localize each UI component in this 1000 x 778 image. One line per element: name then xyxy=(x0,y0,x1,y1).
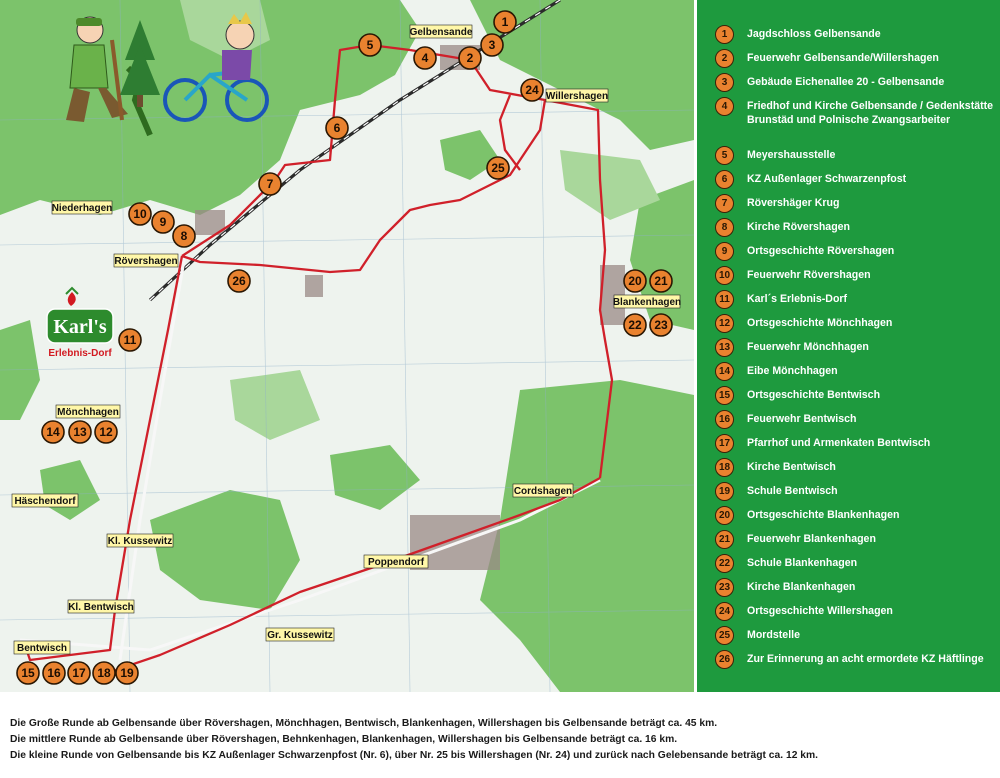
legend-marker-number: 16 xyxy=(715,410,734,429)
legend-item-label: Ortsgeschichte Willershagen xyxy=(747,605,893,617)
legend-item-label: KZ Außenlager Schwarzenpfost xyxy=(747,173,907,185)
label-bentwisch xyxy=(14,641,70,654)
map-marker-8 xyxy=(173,225,195,247)
svg-text:Bentwisch: Bentwisch xyxy=(16,643,68,654)
legend-item-label: Feuerwehr Rövershagen xyxy=(747,269,871,281)
legend-marker-number: 17 xyxy=(715,434,734,453)
legend-item-label: Jagdschloss Gelbensande xyxy=(747,28,881,40)
legend-item-16 xyxy=(715,410,995,429)
legend-item-label: Feuerwehr Gelbensande/Willershagen xyxy=(747,52,939,64)
legend-item-1 xyxy=(715,25,995,44)
legend-marker-number: 8 xyxy=(715,218,734,237)
legend-item-label: Kirche Blankenhagen xyxy=(747,581,856,593)
legend-item-8 xyxy=(715,218,995,237)
svg-text:11: 11 xyxy=(123,333,137,347)
svg-text:Poppendorf: Poppendorf xyxy=(367,557,425,568)
label-poppendorf xyxy=(364,555,428,568)
svg-text:Blankenhagen: Blankenhagen xyxy=(612,297,682,308)
legend-marker-number: 15 xyxy=(715,386,734,405)
svg-text:Rövershagen: Rövershagen xyxy=(114,256,178,267)
legend-item-label: Kirche Rövershagen xyxy=(747,221,851,233)
map-marker-15 xyxy=(17,662,39,684)
label-roevershagen xyxy=(114,254,178,267)
svg-text:Niederhagen: Niederhagen xyxy=(51,203,113,214)
map-marker-21 xyxy=(650,270,672,292)
svg-text:23: 23 xyxy=(654,318,668,332)
map-marker-13 xyxy=(69,421,91,443)
legend-marker-number: 24 xyxy=(715,602,734,621)
label-blankenhagen xyxy=(613,295,681,308)
legend-item-label: Gebäude Eichenallee 20 - Gelbensande xyxy=(747,76,945,88)
legend-marker-number: 13 xyxy=(715,338,734,357)
map-marker-9 xyxy=(152,211,174,233)
legend-marker-number: 3 xyxy=(715,73,734,92)
legend-item-21 xyxy=(715,530,995,549)
footer-line-small-route: Die kleine Runde von Gelbensande bis KZ Außenlager Schwarzenpfost (Nr. 6), über Nr. 25 bis Willershagen (Nr. 24) und zurück nach Gelebensande beträgt ca. 12 km. xyxy=(10,750,819,761)
svg-text:13: 13 xyxy=(73,425,87,439)
svg-text:18: 18 xyxy=(97,666,111,680)
label-kl-bentwisch xyxy=(68,600,134,613)
svg-text:4: 4 xyxy=(421,51,429,65)
svg-text:Häschendorf: Häschendorf xyxy=(14,496,76,507)
svg-text:Karl's: Karl's xyxy=(53,316,107,338)
legend-marker-number: 18 xyxy=(715,458,734,477)
svg-text:1: 1 xyxy=(501,15,509,29)
legend-item-14 xyxy=(715,362,995,381)
svg-text:21: 21 xyxy=(654,274,668,288)
label-gr-kussewitz xyxy=(266,628,334,641)
legend-item-label: Pfarrhof und Armenkaten Bentwisch xyxy=(747,437,931,449)
legend-item-20 xyxy=(715,506,995,525)
legend-item-label: Eibe Mönchhagen xyxy=(747,365,838,377)
svg-text:9: 9 xyxy=(159,215,167,229)
svg-text:6: 6 xyxy=(333,121,341,135)
svg-text:12: 12 xyxy=(99,425,113,439)
legend-marker-number: 26 xyxy=(715,650,734,669)
legend-marker-number: 9 xyxy=(715,242,734,261)
legend-item-12 xyxy=(715,314,995,333)
legend-item-6 xyxy=(715,170,995,189)
svg-text:25: 25 xyxy=(491,161,505,175)
svg-text:19: 19 xyxy=(120,666,134,680)
legend-item-17 xyxy=(715,434,995,453)
legend-item-9 xyxy=(715,242,995,261)
map-marker-18 xyxy=(93,662,115,684)
svg-text:17: 17 xyxy=(72,666,86,680)
legend-item-label: Ortsgeschichte Bentwisch xyxy=(747,389,881,401)
svg-text:26: 26 xyxy=(232,274,246,288)
footer-line-large-route: Die Große Runde ab Gelbensande über Rövershagen, Mönchhagen, Bentwisch, Blankenhagen, Willershagen bis Gelbensande beträgt ca. 45 km. xyxy=(10,718,718,729)
map-marker-14 xyxy=(42,421,64,443)
svg-text:2: 2 xyxy=(466,51,474,65)
legend-item-22 xyxy=(715,554,995,573)
legend-item-15 xyxy=(715,386,995,405)
legend-item-26 xyxy=(715,650,995,669)
map-marker-10 xyxy=(129,203,151,225)
svg-text:16: 16 xyxy=(47,666,61,680)
map-marker-25 xyxy=(487,157,509,179)
legend-marker-number: 12 xyxy=(715,314,734,333)
map-marker-11 xyxy=(119,329,141,351)
svg-text:10: 10 xyxy=(133,207,147,221)
legend-marker-number: 6 xyxy=(715,170,734,189)
legend-marker-number: 2 xyxy=(715,49,734,68)
legend-item-10 xyxy=(715,266,995,285)
map-marker-19 xyxy=(116,662,138,684)
label-gelbensande xyxy=(410,25,473,38)
map-marker-4 xyxy=(414,47,436,69)
svg-text:Kl. Kussewitz: Kl. Kussewitz xyxy=(107,536,173,547)
legend-marker-number: 10 xyxy=(715,266,734,285)
legend-marker-number: 4 xyxy=(715,97,734,116)
map-marker-26 xyxy=(228,270,250,292)
legend-item-18 xyxy=(715,458,995,477)
label-moenchhagen xyxy=(56,405,120,418)
legend-item-label: Feuerwehr Bentwisch xyxy=(747,413,857,425)
svg-text:Willershagen: Willershagen xyxy=(545,91,609,102)
legend-item-label: Rövershäger Krug xyxy=(747,197,840,209)
svg-text:Gelbensande: Gelbensande xyxy=(409,27,473,38)
legend-marker-number: 7 xyxy=(715,194,734,213)
route-description xyxy=(10,716,990,764)
map-marker-6 xyxy=(326,117,348,139)
map-marker-5 xyxy=(359,34,381,56)
svg-text:22: 22 xyxy=(628,318,642,332)
legend-item-25 xyxy=(715,626,995,645)
legend-item-label: Ortsgeschichte Rövershagen xyxy=(747,245,895,257)
legend-marker-number: 11 xyxy=(715,290,734,309)
legend-item-label: Mordstelle xyxy=(747,629,800,641)
svg-text:20: 20 xyxy=(628,274,642,288)
svg-text:3: 3 xyxy=(488,38,496,52)
label-cordshagen xyxy=(513,484,573,497)
legend-marker-number: 21 xyxy=(715,530,734,549)
map-marker-12 xyxy=(95,421,117,443)
footer-line-medium-route: Die mittlere Runde ab Gelbensande über Rövershagen, Behnkenhagen, Blankenhagen, Willershagen bis Gelbensande beträgt ca. 16 km. xyxy=(10,734,678,745)
svg-text:15: 15 xyxy=(21,666,35,680)
legend-marker-number: 20 xyxy=(715,506,734,525)
label-kl-kussewitz xyxy=(107,534,173,547)
legend-item-23 xyxy=(715,578,995,597)
legend-item-label: Zur Erinnerung an acht ermordete KZ Häftlinge xyxy=(747,653,984,665)
legend-item-4 xyxy=(715,97,995,127)
legend-item-label: Feuerwehr Mönchhagen xyxy=(747,341,869,353)
legend-item-label: Schule Bentwisch xyxy=(747,485,838,497)
legend-item-label: Meyershausstelle xyxy=(747,149,836,161)
legend-item-label: Ortsgeschichte Mönchhagen xyxy=(747,317,893,329)
map-marker-23 xyxy=(650,314,672,336)
legend-item-label: Friedhof und Kirche Gelbensande / Gedenkstätte Brunstäd und Polnische Zwangsarbeiter xyxy=(747,100,994,126)
svg-text:Kl. Bentwisch: Kl. Bentwisch xyxy=(68,602,134,613)
map-marker-1 xyxy=(494,11,516,33)
map-marker-20 xyxy=(624,270,646,292)
svg-text:7: 7 xyxy=(266,177,274,191)
svg-text:Erlebnis-Dorf: Erlebnis-Dorf xyxy=(48,348,112,359)
legend-item-2 xyxy=(715,49,995,68)
svg-text:Mönchhagen: Mönchhagen xyxy=(57,407,119,418)
label-willershagen xyxy=(546,89,608,102)
svg-text:8: 8 xyxy=(180,229,188,243)
legend-item-24 xyxy=(715,602,995,621)
legend-item-5 xyxy=(715,146,995,165)
legend-item-label: Karl´s Erlebnis-Dorf xyxy=(747,293,848,305)
legend-marker-number: 25 xyxy=(715,626,734,645)
legend-panel xyxy=(697,0,1000,692)
legend-marker-number: 1 xyxy=(715,25,734,44)
legend-marker-number: 22 xyxy=(715,554,734,573)
legend-marker-number: 14 xyxy=(715,362,734,381)
map-marker-7 xyxy=(259,173,281,195)
map-marker-3 xyxy=(481,34,503,56)
label-haeschendorf xyxy=(12,494,78,507)
svg-text:24: 24 xyxy=(525,83,539,97)
legend-item-13 xyxy=(715,338,995,357)
label-niederhagen xyxy=(52,201,113,214)
legend-marker-number: 23 xyxy=(715,578,734,597)
map-marker-22 xyxy=(624,314,646,336)
map-marker-24 xyxy=(521,79,543,101)
legend-item-7 xyxy=(715,194,995,213)
legend-item-19 xyxy=(715,482,995,501)
legend-item-3 xyxy=(715,73,995,92)
map-marker-16 xyxy=(43,662,65,684)
svg-text:5: 5 xyxy=(366,38,374,52)
svg-text:14: 14 xyxy=(46,425,60,439)
legend-item-11 xyxy=(715,290,995,309)
legend-marker-number: 19 xyxy=(715,482,734,501)
legend-marker-number: 5 xyxy=(715,146,734,165)
legend-item-label: Feuerwehr Blankenhagen xyxy=(747,533,876,545)
legend-item-label: Kirche Bentwisch xyxy=(747,461,836,473)
legend-item-label: Schule Blankenhagen xyxy=(747,557,858,569)
svg-text:Cordshagen: Cordshagen xyxy=(513,486,573,497)
svg-text:Gr. Kussewitz: Gr. Kussewitz xyxy=(267,630,333,641)
map-marker-17 xyxy=(68,662,90,684)
map-marker-2 xyxy=(459,47,481,69)
legend-item-label: Ortsgeschichte Blankenhagen xyxy=(747,509,900,521)
